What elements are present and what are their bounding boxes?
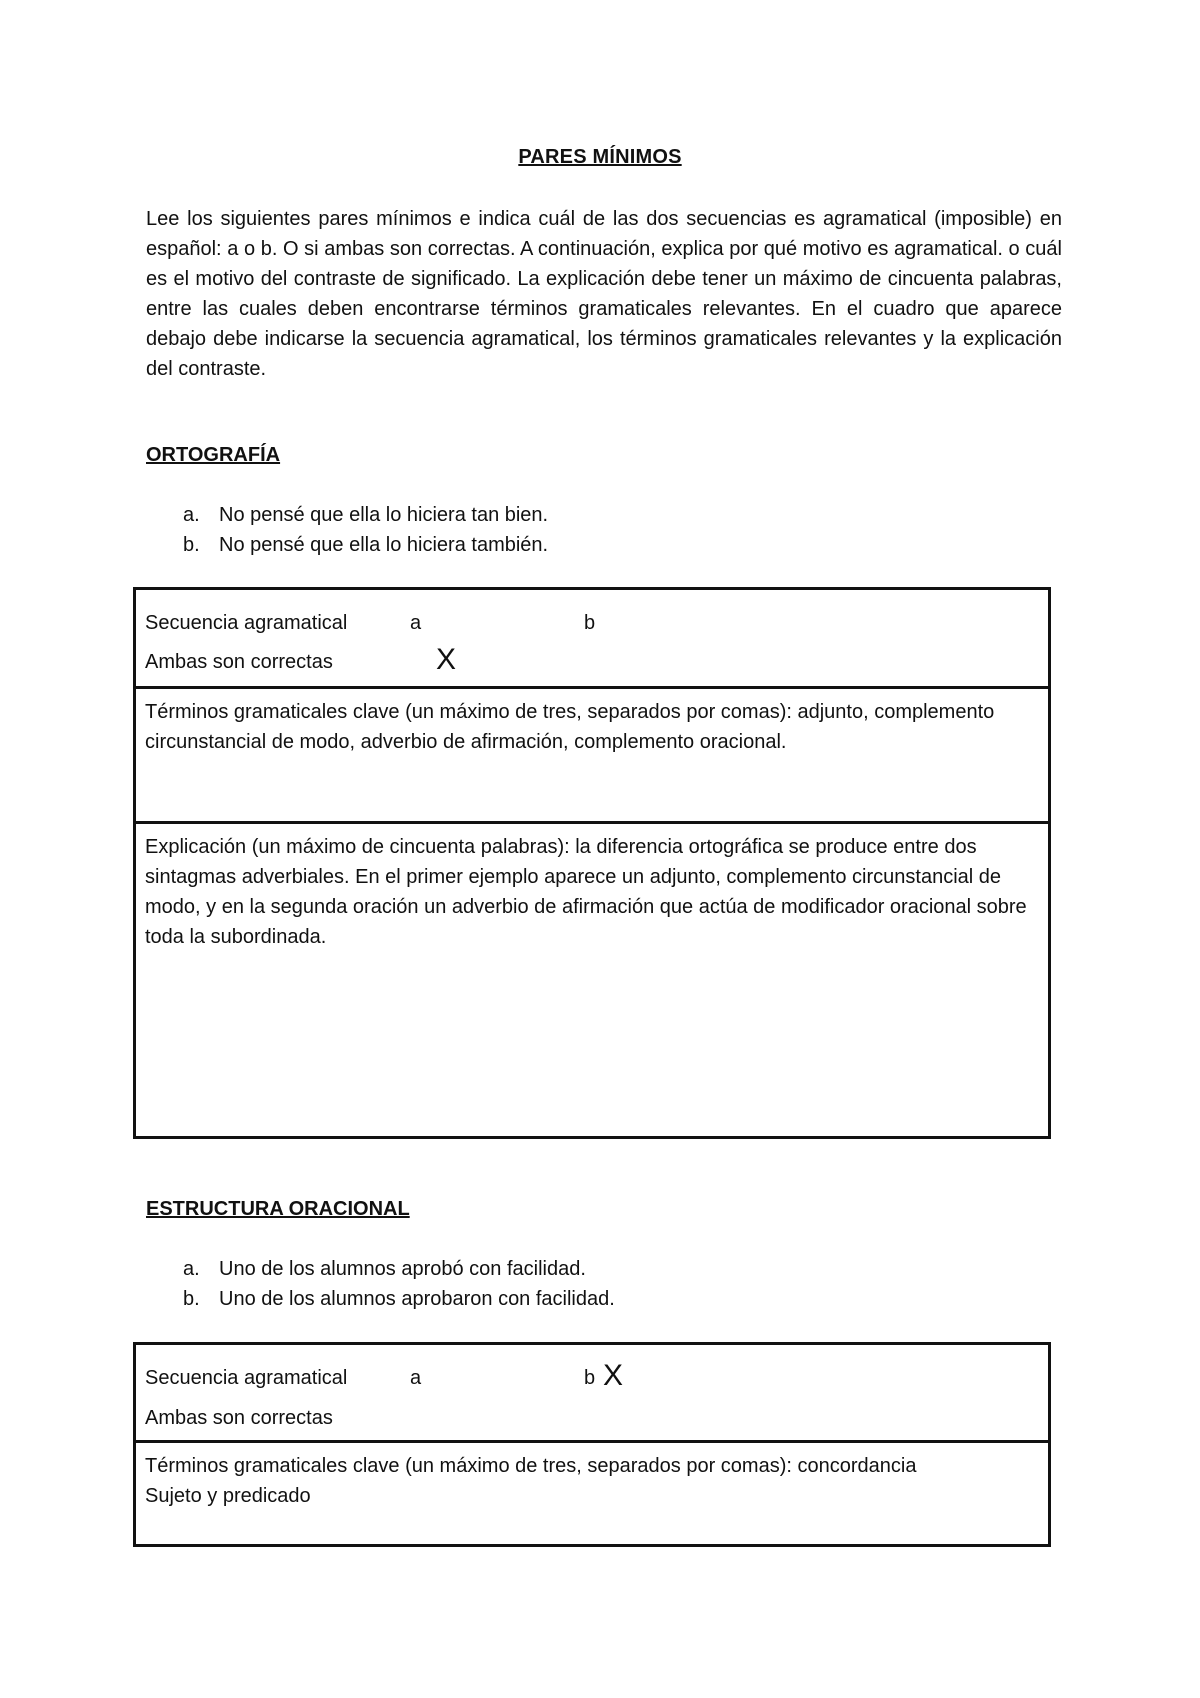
example-text: Uno de los alumnos aprobaron con facilidad. xyxy=(219,1288,615,1310)
example-item xyxy=(146,1254,615,1284)
example-marker: a. xyxy=(183,1258,200,1280)
terms-text: Términos gramaticales clave (un máximo de tres, separados por comas): adjunto, complemento circunstancial de modo, adverbio de afirmación, complemento oracional. xyxy=(145,701,995,753)
terms-cell xyxy=(136,689,1048,824)
answer-table-estructura xyxy=(133,1342,1051,1547)
example-item xyxy=(146,1284,615,1314)
examples-list-ortografia xyxy=(146,500,548,560)
page-title: PARES MÍNIMOS xyxy=(518,146,682,168)
option-b: b xyxy=(584,1367,596,1389)
example-marker: a. xyxy=(183,504,200,526)
examples-list-estructura xyxy=(146,1254,615,1314)
answer-table-ortografia xyxy=(133,587,1051,1139)
example-item xyxy=(146,500,548,530)
instructions-paragraph: Lee los siguientes pares mínimos e indica cuál de las dos secuencias es agramatical (imposible) en español: a o b. O si ambas son correctas. A continuación, explica por qué motivo es agramatical. o cuál es el motivo del contraste de significado. La explicación debe tener un máximo de cincuenta palabras, entre las cuales deben encontrarse términos gramaticales relevantes. En el cuadro que aparece debajo debe indicarse la secuencia agramatical, los términos gramaticales relevantes y la explicación del contraste. xyxy=(146,208,1062,380)
sequence-label: Secuencia agramatical xyxy=(145,1367,348,1389)
terms-text-line-2: Sujeto y predicado xyxy=(145,1485,311,1507)
example-item xyxy=(146,530,548,560)
terms-cell xyxy=(136,1443,1048,1544)
both-correct-label: Ambas son correctas xyxy=(145,651,333,673)
example-marker: b. xyxy=(183,534,200,556)
example-text: Uno de los alumnos aprobó con facilidad. xyxy=(219,1258,586,1280)
selected-mark: X xyxy=(436,643,457,676)
example-text: No pensé que ella lo hiciera tan bien. xyxy=(219,504,549,526)
section-heading-estructura-oracional: ESTRUCTURA ORACIONAL xyxy=(146,1198,410,1220)
selected-mark: X xyxy=(603,1359,624,1392)
explanation-text: Explicación (un máximo de cincuenta palabras): la diferencia ortográfica se produce entre dos sintagmas adverbiales. En el primer ejemplo aparece un adjunto, complemento circunstancial de modo, y en la segunda oración un adverbio de afirmación que actúa de modificador oracional sobre toda la subordinada. xyxy=(145,836,1027,948)
option-a: a xyxy=(410,1367,422,1389)
sequence-cell xyxy=(136,1345,1048,1443)
option-b: b xyxy=(584,612,596,634)
example-text: No pensé que ella lo hiciera también. xyxy=(219,534,549,556)
sequence-cell xyxy=(136,590,1048,689)
both-correct-label: Ambas son correctas xyxy=(145,1407,333,1429)
sequence-label: Secuencia agramatical xyxy=(145,612,348,634)
terms-text-line-1: Términos gramaticales clave (un máximo de tres, separados por comas): concordancia xyxy=(145,1455,917,1477)
section-heading-ortografia: ORTOGRAFÍA xyxy=(146,444,281,466)
example-marker: b. xyxy=(183,1288,200,1310)
option-a: a xyxy=(410,612,422,634)
explanation-cell xyxy=(136,824,1048,1136)
